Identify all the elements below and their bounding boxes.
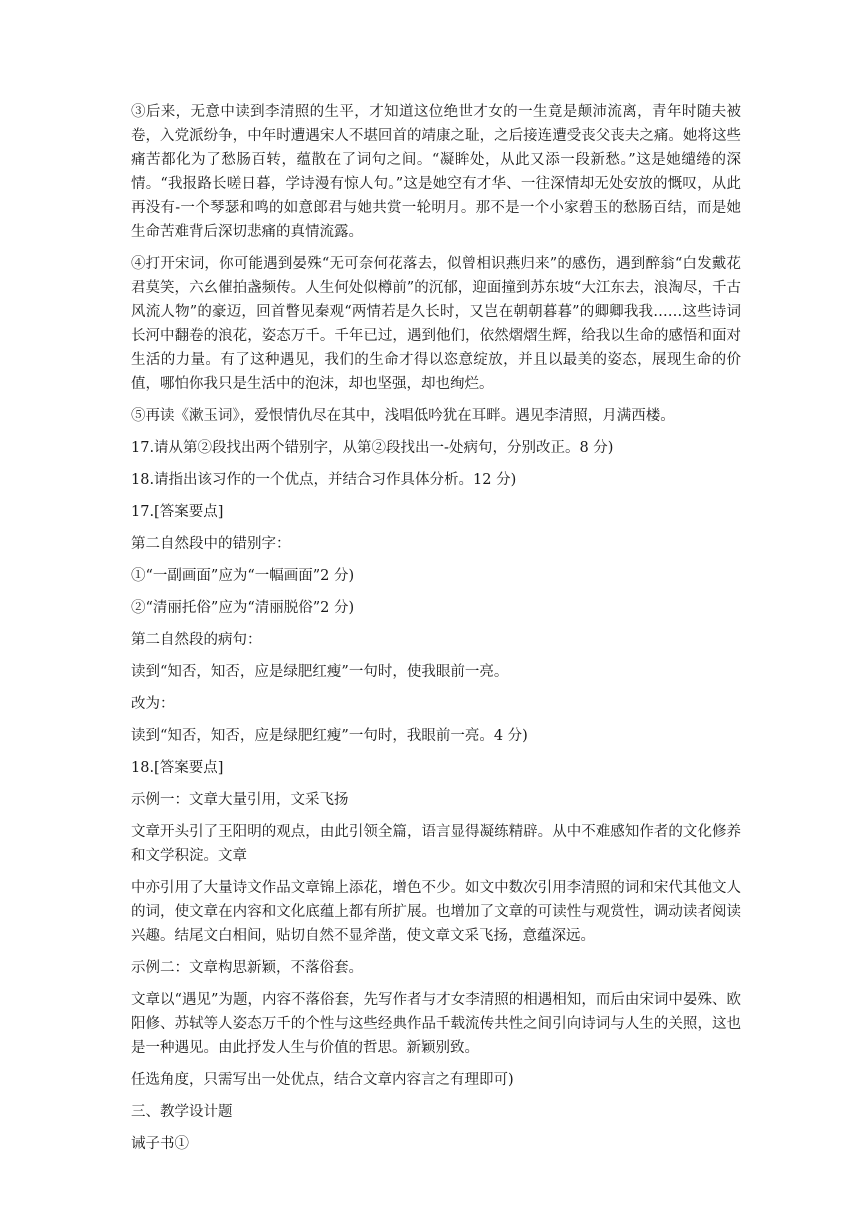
- answer-18-example-1-paragraph-2: 中亦引用了大量诗文作品文章锦上添花，增色不少。如文中数次引用李清照的词和宋代其他文人的词，使文章在内容和文化底蕴上都有所扩展。也增加了文章的可读性与观赏性，调动读者阅读兴趣。结尾文白相间，贴切自然不显斧凿，使文章文采飞扬，意蕴深远。: [131, 880, 741, 944]
- answer-18-example-2-paragraph: 文章以“遇见”为题，内容不落俗套，先写作者与才女李清照的相遇相知，而后由宋词中晏殊、欧阳修、苏轼等人姿态万千的个性与这些经典作品千载流传共性之间引向诗词与人生的关照，这也是一种遇见。由此抒发人生与价值的哲思。新颖别致。: [131, 992, 741, 1056]
- answer-17-sick-original: 读到“知否，知否，应是绿肥红瘦”一句时，使我眼前一亮。: [131, 664, 509, 680]
- answer-17-typo-1: ①“一副画面”应为“一幅画面”2 分): [131, 568, 355, 584]
- answer-18-example-2-heading: 示例二：文章构思新颖，不落俗套。: [131, 960, 363, 976]
- paragraph-4: ④打开宋词，你可能遇到晏殊“无可奈何花落去，似曾相识燕归来”的感伤，遇到醉翁“白发戴花君莫笑，六幺催拍盏频传。人生何处似樽前”的沉郁，迎面撞到苏东坡“大江东去，浪淘尽，千古风流人物”的豪迈，回首瞥见秦观“两情若是久长时，又岂在朝朝暮暮”的卿卿我我……这些诗词长河中翻卷的浪花，姿态万千。千年已过，遇到他们，依然熠熠生辉，给我以生命的感悟和面对生活的力量。有了这种遇见，我们的生命才得以恣意绽放，并且以最美的姿态，展现生命的价值，哪怕你我只是生活中的泡沫，却也坚强，却也绚烂。: [131, 256, 741, 392]
- paragraph-5: ⑤再读《漱玉词》，爱恨情仇尽在其中，浅唱低吟犹在耳畔。遇见李清照，月满西楼。: [131, 408, 675, 424]
- answer-18-example-1-heading: 示例一：文章大量引用，文采飞扬: [131, 792, 349, 808]
- answer-17-heading: 17.[答案要点]: [131, 504, 224, 520]
- section-3-heading: 三、教学设计题: [131, 1104, 233, 1120]
- answer-17-typo-2: ②“清丽托俗”应为“清丽脱俗”2 分): [131, 600, 355, 616]
- paragraph-3: ③后来，无意中读到李清照的生平，才知道这位绝世才女的一生竟是颠沛流离，青年时随夫被卷，入党派纷争，中年时遭遇宋人不堪回首的靖康之耻，之后接连遭受丧父丧夫之痛。她将这些痛苦都化为了愁肠百转，蕴散在了词句之间。“凝眸处，从此又添一段新愁。”这是她缱绻的深情。“我报路长嗟日暮，学诗漫有惊人句。”这是她空有才华、一往深情却无处安放的慨叹，从此再没有-一个琴瑟和鸣的如意郎君与她共赏一轮明月。那不是一个小家碧玉的愁肠百结，而是她生命苦难背后深切悲痛的真情流露。: [131, 104, 741, 240]
- question-18: 18.请指出该习作的一个优点，并结合习作具体分析。12 分): [131, 472, 517, 488]
- question-17: 17.请从第②段找出两个错别字，从第②段找出一-处病句，分别改正。8 分): [131, 440, 614, 456]
- answer-18-heading: 18.[答案要点]: [131, 760, 224, 776]
- answer-17-change-label: 改为：: [131, 696, 175, 712]
- text-title: 诫子书①: [131, 1136, 189, 1152]
- answer-17-sick-fixed: 读到“知否，知否，应是绿肥红瘦”一句时，我眼前一亮。4 分): [131, 728, 528, 744]
- answer-18-example-1-paragraph-1: 文章开头引了王阳明的观点，由此引领全篇，语言显得凝练精辟。从中不难感知作者的文化修养和文学积淀。文章: [131, 824, 741, 864]
- answer-17-sick-heading: 第二自然段的病句：: [131, 632, 262, 648]
- answer-17-typo-heading: 第二自然段中的错别字：: [131, 536, 291, 552]
- document-page: [131, 100, 741, 1164]
- answer-18-note: 任选角度，只需写出一处优点，结合文章内容言之有理即可): [131, 1072, 514, 1088]
